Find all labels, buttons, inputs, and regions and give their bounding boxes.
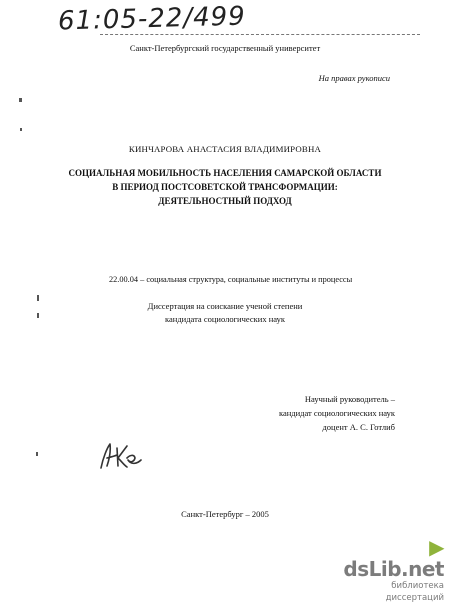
watermark-logo bbox=[332, 536, 444, 580]
author-name: КИНЧАРОВА АНАСТАСИЯ ВЛАДИМИРОВНА bbox=[128, 144, 322, 154]
dslib-watermark bbox=[332, 535, 444, 603]
supervisor-line: Научный руководитель – bbox=[304, 394, 395, 404]
dissertation-title bbox=[60, 166, 390, 208]
city-and-year: Санкт-Петербург – 2005 bbox=[181, 509, 269, 519]
title-line: В ПЕРИОД ПОСТСОВЕТСКОЙ ТРАНСФОРМАЦИИ: bbox=[112, 182, 338, 192]
degree-line: Диссертация на соискание ученой степени bbox=[147, 301, 303, 311]
degree-line: кандидата социологических наук bbox=[165, 314, 285, 324]
scan-speck bbox=[19, 98, 22, 102]
watermark-tagline: библиотека диссертаций bbox=[385, 581, 444, 603]
university-name: Санкт-Петербургский государственный университет bbox=[129, 43, 321, 53]
scan-speck bbox=[37, 295, 39, 301]
specialty-code: 22.00.04 – социальная структура, социальные институты и процессы bbox=[109, 275, 353, 284]
degree-statement bbox=[0, 300, 450, 326]
supervisor-block bbox=[279, 392, 395, 434]
archive-number-underline bbox=[100, 33, 420, 35]
scan-speck bbox=[37, 313, 39, 318]
scan-speck bbox=[20, 128, 22, 131]
title-line: СОЦИАЛЬНАЯ МОБИЛЬНОСТЬ НАСЕЛЕНИЯ САМАРСКОЙ ОБЛАСТИ bbox=[68, 168, 382, 178]
handwritten-signature bbox=[97, 438, 145, 472]
archive-number: 61:05-22/499 bbox=[57, 1, 247, 37]
manuscript-rights: На правах рукописи bbox=[318, 73, 390, 83]
watermark-logo-mark: ▶ bbox=[429, 535, 444, 559]
title-line: ДЕЯТЕЛЬНОСТНЫЙ ПОДХОД bbox=[158, 196, 292, 206]
scan-speck bbox=[36, 452, 38, 456]
watermark-logo-text: dsLib.net bbox=[343, 557, 444, 581]
supervisor-line: доцент А. С. Готлиб bbox=[322, 422, 395, 432]
supervisor-line: кандидат социологических наук bbox=[278, 408, 395, 418]
